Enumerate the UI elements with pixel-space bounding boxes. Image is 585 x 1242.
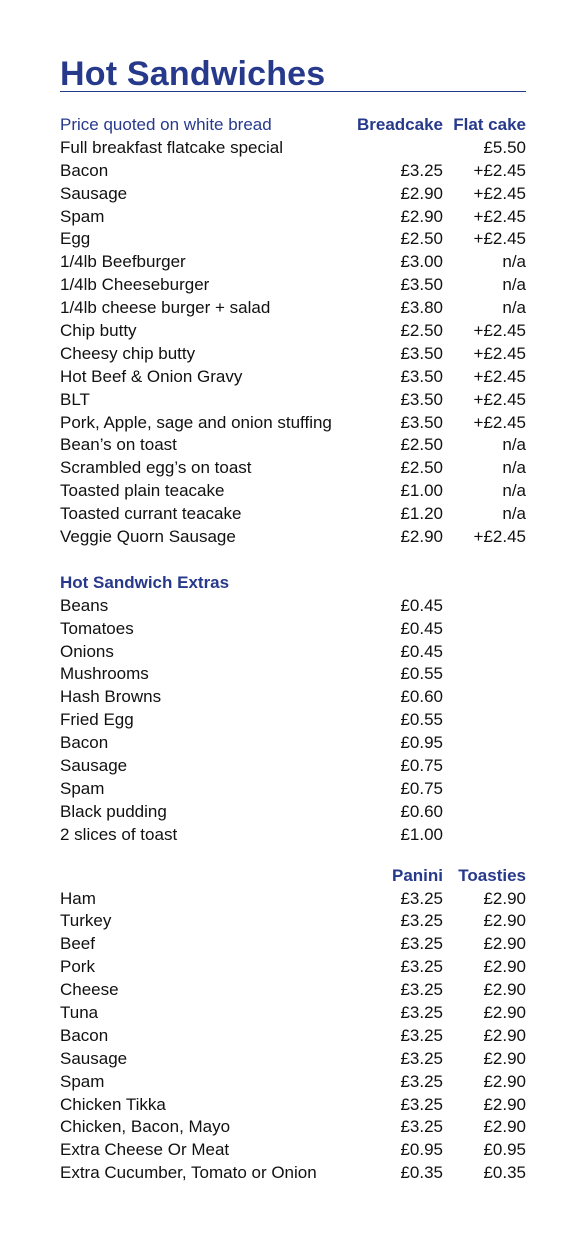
breadcake-price: £1.00 xyxy=(400,481,443,501)
item-name: Chip butty xyxy=(60,321,137,341)
toasties-price: £2.90 xyxy=(483,911,526,931)
item-name: Spam xyxy=(60,206,105,226)
breadcake-price: £1.20 xyxy=(400,504,443,524)
flatcake-price: +£2.45 xyxy=(473,229,526,249)
panini-price: £3.25 xyxy=(400,888,443,908)
breadcake-price: £3.50 xyxy=(400,366,443,386)
item-name: BLT xyxy=(60,389,90,409)
panini-price: £3.25 xyxy=(400,1025,443,1045)
extra-row xyxy=(60,755,526,778)
hot-sandwich-row xyxy=(60,251,526,274)
panini-row xyxy=(60,1071,526,1094)
extra-name: Mushrooms xyxy=(60,664,149,684)
item-name: Sausage xyxy=(60,183,128,203)
hot-sandwich-row xyxy=(60,526,526,549)
item-name: Chicken Tikka xyxy=(60,1094,166,1114)
flatcake-price: +£2.45 xyxy=(473,160,526,180)
hot-sandwich-row xyxy=(60,480,526,503)
hot-sandwich-row xyxy=(60,320,526,343)
toasties-price: £0.35 xyxy=(483,1163,526,1183)
hot-sandwich-row xyxy=(60,503,526,526)
extra-price: £0.45 xyxy=(400,641,443,661)
panini-price: £3.25 xyxy=(400,1094,443,1114)
breadcake-price: £3.80 xyxy=(400,298,443,318)
hot-sandwich-row xyxy=(60,160,526,183)
extra-name: Beans xyxy=(60,595,109,615)
section-spacer xyxy=(60,549,526,572)
panini-price: £3.25 xyxy=(400,980,443,1000)
extra-price: £0.75 xyxy=(400,756,443,776)
item-name: Bacon xyxy=(60,1025,109,1045)
extra-price: £0.55 xyxy=(400,664,443,684)
panini-price: £0.95 xyxy=(400,1140,443,1160)
toasties-price: £2.90 xyxy=(483,957,526,977)
breadcake-price: £3.00 xyxy=(400,252,443,272)
toasties-price: £2.90 xyxy=(483,888,526,908)
breadcake-price: £2.50 xyxy=(400,229,443,249)
toasties-column-header: Toasties xyxy=(458,865,526,885)
item-name: Pork, Apple, sage and onion stuffing xyxy=(60,412,332,432)
hot-sandwich-row xyxy=(60,183,526,206)
extra-row xyxy=(60,709,526,732)
panini-price: £3.25 xyxy=(400,1048,443,1068)
hot-sandwich-row xyxy=(60,434,526,457)
extra-price: £1.00 xyxy=(400,824,443,844)
hot-sandwich-row xyxy=(60,457,526,480)
item-name: 1/4lb cheese burger + salad xyxy=(60,298,271,318)
hot-sandwich-row xyxy=(60,366,526,389)
breadcake-price: £2.50 xyxy=(400,458,443,478)
panini-header-spacer xyxy=(60,865,343,888)
breadcake-price: £3.50 xyxy=(400,275,443,295)
item-name: Hot Beef & Onion Gravy xyxy=(60,366,243,386)
item-name: Cheese xyxy=(60,980,119,1000)
panini-row xyxy=(60,888,526,911)
panini-row xyxy=(60,1094,526,1117)
item-name: Turkey xyxy=(60,911,112,931)
flatcake-price: n/a xyxy=(502,458,526,478)
item-name: Toasted currant teacake xyxy=(60,504,242,524)
item-name: Spam xyxy=(60,1071,105,1091)
breadcake-price: £3.50 xyxy=(400,389,443,409)
extra-row xyxy=(60,801,526,824)
toasties-price: £2.90 xyxy=(483,1002,526,1022)
breadcake-price xyxy=(343,137,443,160)
hot-sandwich-row xyxy=(60,412,526,435)
flatcake-price: +£2.45 xyxy=(473,321,526,341)
item-name: Bean’s on toast xyxy=(60,435,177,455)
hot-sandwiches-header xyxy=(60,114,526,137)
extra-row xyxy=(60,641,526,664)
flatcake-price: +£2.45 xyxy=(473,206,526,226)
hot-sandwich-row xyxy=(60,297,526,320)
item-name: Beef xyxy=(60,934,95,954)
flatcake-price: n/a xyxy=(502,481,526,501)
item-name: Veggie Quorn Sausage xyxy=(60,527,236,547)
panini-header xyxy=(60,865,526,888)
panini-price: £3.25 xyxy=(400,934,443,954)
breadcake-price: £3.50 xyxy=(400,412,443,432)
panini-row xyxy=(60,1116,526,1139)
toasties-price: £2.90 xyxy=(483,980,526,1000)
toasties-price: £0.95 xyxy=(483,1140,526,1160)
extra-name: Black pudding xyxy=(60,801,167,821)
extra-row xyxy=(60,778,526,801)
panini-price: £3.25 xyxy=(400,957,443,977)
extra-price: £0.75 xyxy=(400,778,443,798)
hot-sandwich-row xyxy=(60,274,526,297)
panini-row xyxy=(60,1002,526,1025)
item-name: Full breakfast flatcake special xyxy=(60,137,283,157)
extra-row xyxy=(60,686,526,709)
flatcake-price: +£2.45 xyxy=(473,366,526,386)
panini-row xyxy=(60,1139,526,1162)
breadcake-column-header: Breadcake xyxy=(356,115,443,134)
item-name: Ham xyxy=(60,888,96,908)
item-name: Extra Cheese Or Meat xyxy=(60,1140,230,1160)
flatcake-price: n/a xyxy=(502,252,526,272)
breadcake-price: £3.50 xyxy=(400,343,443,363)
extra-price: £0.45 xyxy=(400,595,443,615)
extra-name: Sausage xyxy=(60,756,128,776)
panini-price: £3.25 xyxy=(400,1117,443,1137)
toasties-price: £2.90 xyxy=(483,934,526,954)
item-name: Scrambled egg’s on toast xyxy=(60,458,252,478)
hot-sandwich-row xyxy=(60,228,526,251)
flatcake-column-header: Flat cake xyxy=(453,115,526,134)
extra-price: £0.55 xyxy=(400,710,443,730)
breadcake-price: £2.90 xyxy=(400,183,443,203)
flatcake-price: +£2.45 xyxy=(473,183,526,203)
hot-sandwich-row xyxy=(60,137,526,160)
breadcake-price: £2.90 xyxy=(400,206,443,226)
panini-row xyxy=(60,979,526,1002)
extra-price: £0.60 xyxy=(400,687,443,707)
menu-body xyxy=(60,114,526,1185)
item-name: Tuna xyxy=(60,1002,99,1022)
extra-row xyxy=(60,732,526,755)
panini-row xyxy=(60,910,526,933)
breadcake-price: £2.50 xyxy=(400,435,443,455)
item-name: Cheesy chip butty xyxy=(60,343,196,363)
panini-row xyxy=(60,1162,526,1185)
extra-price: £0.60 xyxy=(400,801,443,821)
extra-name: 2 slices of toast xyxy=(60,824,178,844)
flatcake-price: n/a xyxy=(502,504,526,524)
hot-sandwich-row xyxy=(60,343,526,366)
flatcake-price: +£2.45 xyxy=(473,527,526,547)
flatcake-price: +£2.45 xyxy=(473,412,526,432)
extra-row xyxy=(60,663,526,686)
extra-name: Bacon xyxy=(60,733,109,753)
breadcake-price: £3.25 xyxy=(400,160,443,180)
panini-row xyxy=(60,1048,526,1071)
toasties-price: £2.90 xyxy=(483,1094,526,1114)
extra-name: Hash Browns xyxy=(60,687,162,707)
page-title: Hot Sandwiches xyxy=(60,55,326,93)
hot-sandwiches-list xyxy=(60,137,526,549)
item-name: Egg xyxy=(60,229,91,249)
item-name: Bacon xyxy=(60,160,109,180)
item-name: Chicken, Bacon, Mayo xyxy=(60,1117,231,1137)
extra-row xyxy=(60,824,526,847)
extra-row xyxy=(60,595,526,618)
panini-price: £3.25 xyxy=(400,1002,443,1022)
toasties-price: £2.90 xyxy=(483,1117,526,1137)
breadcake-price: £2.50 xyxy=(400,321,443,341)
toasties-price: £2.90 xyxy=(483,1048,526,1068)
title-divider xyxy=(60,91,526,92)
extra-price: £0.95 xyxy=(400,733,443,753)
panini-column-header: Panini xyxy=(391,865,443,885)
item-name: Extra Cucumber, Tomato or Onion xyxy=(60,1163,317,1183)
panini-price: £3.25 xyxy=(400,1071,443,1091)
extra-name: Tomatoes xyxy=(60,618,134,638)
flatcake-price: £5.50 xyxy=(483,137,526,157)
breadcake-price: £2.90 xyxy=(400,527,443,547)
item-name: Sausage xyxy=(60,1048,128,1068)
extra-name: Fried Egg xyxy=(60,710,134,730)
extras-heading: Hot Sandwich Extras xyxy=(60,572,230,592)
hot-sandwich-row xyxy=(60,206,526,229)
bread-note: Price quoted on white bread xyxy=(60,115,272,134)
flatcake-price: +£2.45 xyxy=(473,343,526,363)
flatcake-price: n/a xyxy=(502,275,526,295)
extra-price: £0.45 xyxy=(400,618,443,638)
item-name: Toasted plain teacake xyxy=(60,481,225,501)
flatcake-price: n/a xyxy=(502,298,526,318)
extras-list xyxy=(60,595,526,847)
item-name: Pork xyxy=(60,957,95,977)
panini-price: £0.35 xyxy=(400,1163,443,1183)
section-spacer xyxy=(60,847,526,865)
toasties-price: £2.90 xyxy=(483,1071,526,1091)
panini-row xyxy=(60,1025,526,1048)
panini-row xyxy=(60,933,526,956)
item-name: 1/4lb Cheeseburger xyxy=(60,275,210,295)
flatcake-price: +£2.45 xyxy=(473,389,526,409)
flatcake-price: n/a xyxy=(502,435,526,455)
panini-list xyxy=(60,888,526,1186)
item-name: 1/4lb Beefburger xyxy=(60,252,186,272)
extra-name: Onions xyxy=(60,641,114,661)
extra-name: Spam xyxy=(60,778,105,798)
toasties-price: £2.90 xyxy=(483,1025,526,1045)
panini-price: £3.25 xyxy=(400,911,443,931)
hot-sandwich-row xyxy=(60,389,526,412)
extras-header xyxy=(60,572,526,595)
panini-row xyxy=(60,956,526,979)
extra-row xyxy=(60,618,526,641)
